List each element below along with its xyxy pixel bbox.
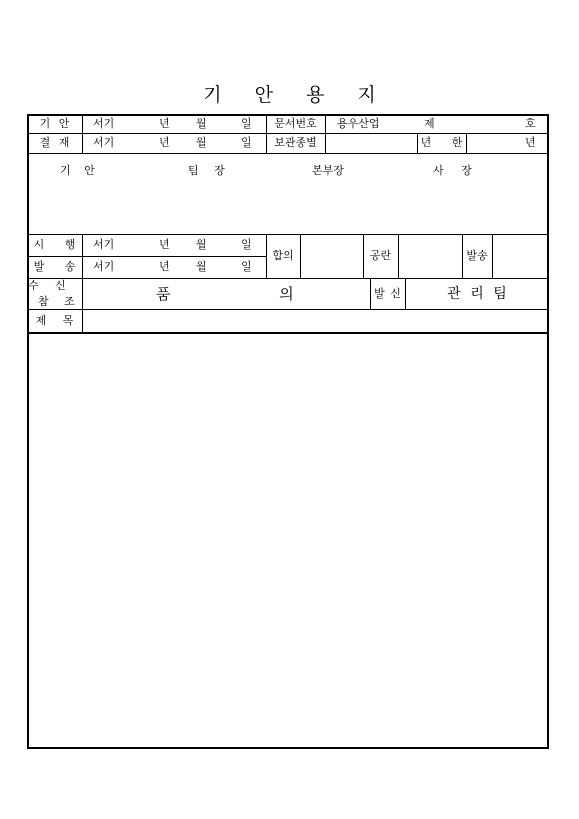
recipient-value: 품 의: [156, 285, 294, 303]
document-number-label: 문서번호: [274, 116, 317, 130]
date-day-label: 일: [241, 260, 252, 273]
retention-value-field: [326, 134, 417, 153]
blank-label: 공란: [369, 249, 392, 262]
recipient-label: 수 신: [28, 279, 66, 292]
date-era-label: 서기: [93, 260, 115, 273]
signature-team-lead-label: 팀 장: [188, 164, 225, 177]
date-era-label: 서기: [93, 117, 115, 130]
date-era-label: 서기: [93, 136, 115, 149]
page-title: 기 안 용 지: [203, 84, 376, 106]
date-month-label: 월: [196, 136, 207, 149]
date-year-label: 년: [159, 117, 170, 130]
date-day-label: 일: [241, 117, 252, 130]
signature-division-head-label: 본부장: [312, 164, 344, 177]
subject-label: 제 목: [35, 313, 74, 327]
company-name: 용우산업: [337, 117, 380, 130]
date-month-label: 월: [196, 238, 207, 251]
blank-field: [399, 235, 462, 278]
dispatch-stamp-field: [493, 235, 547, 278]
sender-value: 관 리 팀: [447, 285, 507, 302]
coordination-field: [301, 235, 363, 278]
retention-label: 보관종별: [274, 136, 317, 149]
signature-drafter-label: 기 안: [60, 164, 95, 177]
reference-label: 참 조: [38, 295, 75, 308]
coordination-label: 합의: [272, 249, 294, 262]
retention-period-unit: 년: [525, 136, 536, 149]
grid-line-v: [82, 114, 83, 153]
enforcement-label: 시 행: [33, 238, 76, 251]
subject-field: [83, 310, 547, 332]
body-area: [29, 334, 547, 747]
dispatch-label: 발 송: [33, 260, 76, 273]
signature-president-label: 사 장: [433, 164, 472, 177]
document-number-suffix: 호: [525, 117, 536, 130]
draft-label: 기 안: [39, 116, 70, 130]
dispatch-stamp-label: 발송: [466, 249, 488, 262]
date-year-label: 년: [159, 136, 170, 149]
sender-label: 발 신: [374, 286, 401, 300]
retention-period-label: 년 한: [420, 136, 463, 149]
date-month-label: 월: [196, 260, 207, 273]
approval-label: 결 재: [39, 136, 70, 149]
date-day-label: 일: [241, 136, 252, 149]
date-day-label: 일: [241, 238, 252, 251]
date-era-label: 서기: [93, 238, 115, 251]
document-number-prefix: 제: [424, 117, 435, 130]
date-month-label: 월: [196, 117, 207, 130]
grid-line-v: [466, 133, 467, 153]
grid-line-h: [27, 153, 549, 154]
date-year-label: 년: [159, 238, 170, 251]
date-year-label: 년: [159, 260, 170, 273]
